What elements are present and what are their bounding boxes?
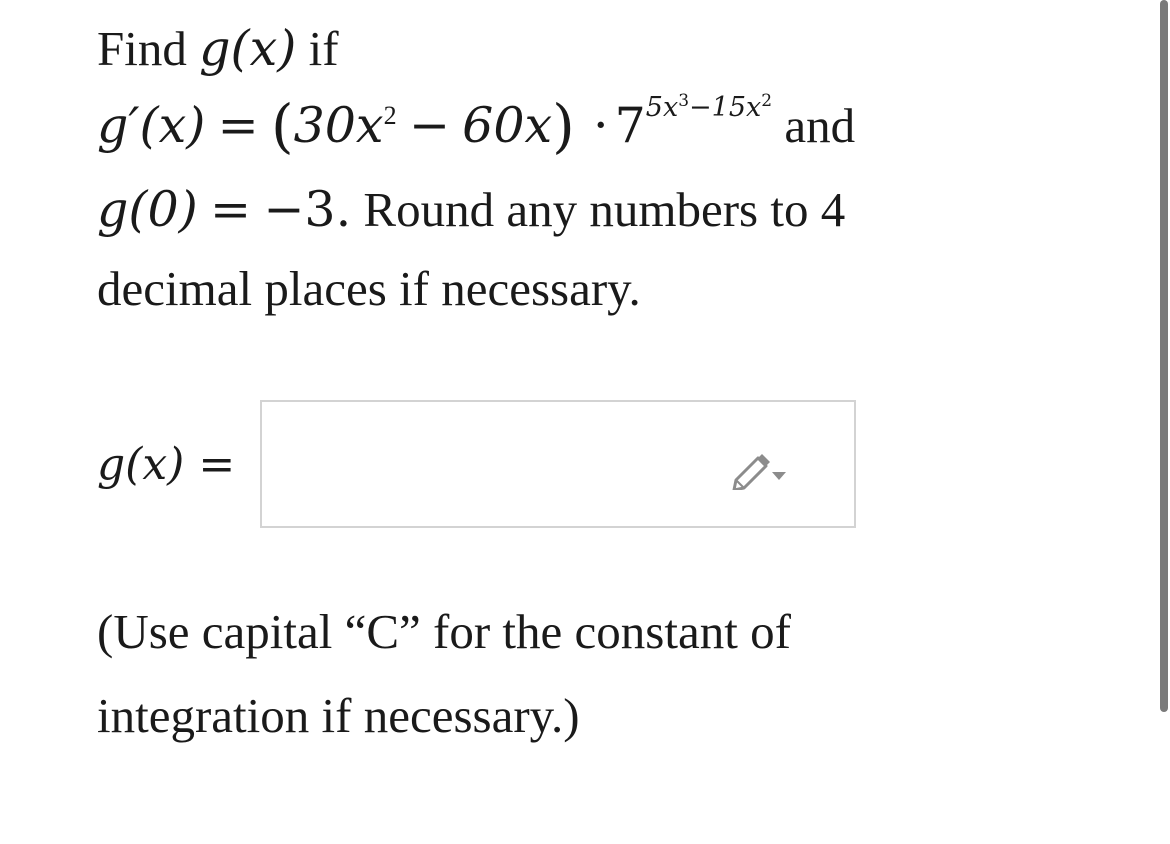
initial-value: −3. xyxy=(263,181,352,238)
g-of-x: g(x) xyxy=(199,20,297,77)
answer-input[interactable] xyxy=(272,412,716,518)
answer-g-of-x: g(x) xyxy=(97,439,185,490)
note-line-1: (Use capital “C” for the constant of xyxy=(97,604,791,659)
math-editor-button[interactable] xyxy=(724,446,794,490)
problem-line-2 xyxy=(97,82,997,168)
multiply-dot: · xyxy=(593,97,609,154)
scrollbar[interactable] xyxy=(1158,0,1170,844)
if-word: if xyxy=(308,21,339,76)
and-word: and xyxy=(784,98,856,153)
problem-line-3 xyxy=(97,168,997,254)
equals-sign: = xyxy=(217,97,259,154)
problem-line-4 xyxy=(97,254,997,340)
minus-sign: − xyxy=(408,97,450,154)
answer-label xyxy=(97,425,235,505)
exponent-5x-power: 3 xyxy=(678,91,690,111)
note-line-2: integration if necessary.) xyxy=(97,688,580,743)
pencil-dropdown-icon xyxy=(724,446,794,490)
problem-statement xyxy=(97,16,997,340)
exponent-15x: −15x xyxy=(689,92,762,123)
g-of-zero: g(0) xyxy=(97,181,198,238)
equals-sign-2: = xyxy=(210,181,252,238)
term-30x: 30x xyxy=(293,97,384,154)
exponent xyxy=(646,92,772,123)
term-60x: 60x xyxy=(462,97,553,154)
close-paren: ) xyxy=(552,92,575,160)
open-paren: ( xyxy=(270,92,294,160)
problem-line-1 xyxy=(97,16,997,82)
answer-equals: = xyxy=(198,439,236,490)
rounding-instruction-cont: decimal places if necessary. xyxy=(97,261,641,316)
term-30x-exponent: 2 xyxy=(383,101,397,130)
g-prime-of-x: g′(x) xyxy=(97,97,206,154)
scrollbar-thumb[interactable] xyxy=(1160,0,1168,712)
instruction-note xyxy=(97,590,997,758)
exponent-15x-power: 2 xyxy=(761,91,773,111)
rounding-instruction: Round any numbers to 4 xyxy=(363,182,846,237)
base-seven: 7 xyxy=(614,97,646,154)
exponent-5x: 5x xyxy=(645,92,679,123)
answer-box[interactable] xyxy=(260,400,856,528)
find-word: Find xyxy=(97,21,187,76)
